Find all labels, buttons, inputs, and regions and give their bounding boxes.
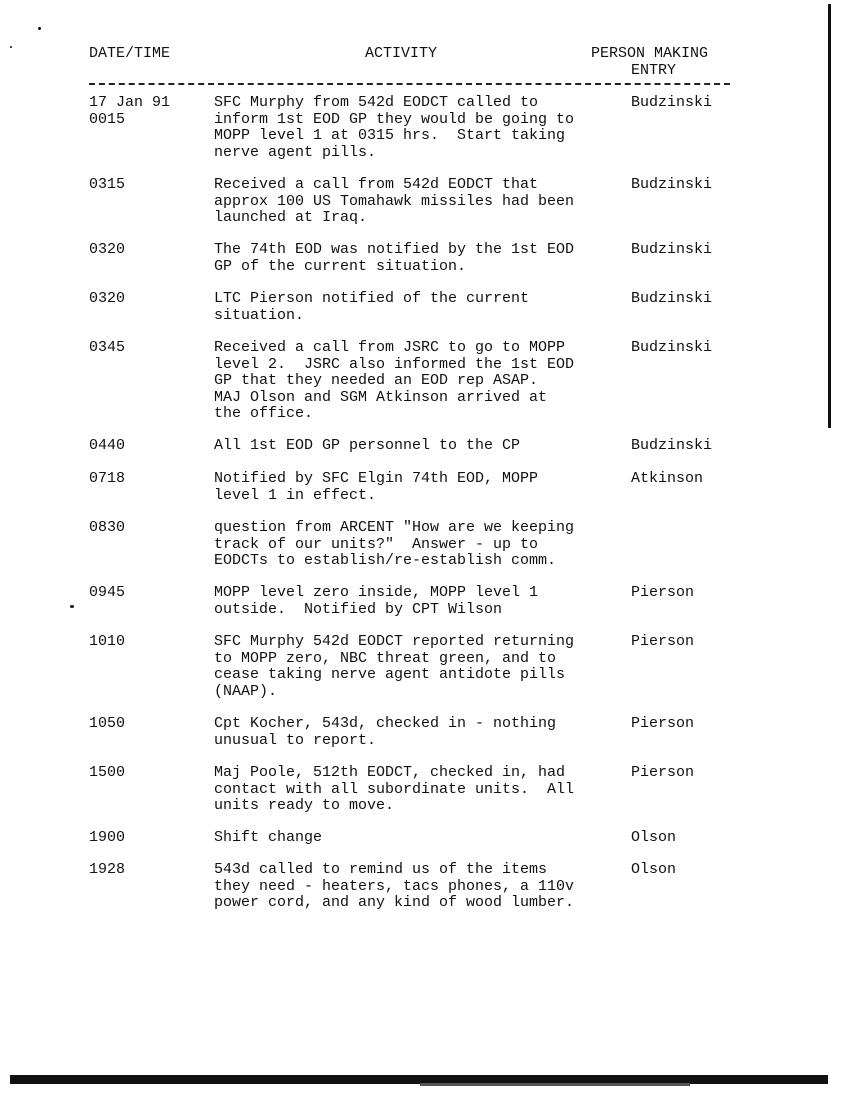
entry-activity: Notified by SFC Elgin 74th EOD, MOPP level 1 in effect. <box>214 470 539 504</box>
entry-activity: The 74th EOD was notified by the 1st EOD GP of the current situation. <box>214 241 575 275</box>
header-activity: ACTIVITY <box>365 45 438 62</box>
entry-person: Olson <box>631 861 677 878</box>
entry-person: Olson <box>631 829 677 846</box>
entry-person: Budzinski <box>631 437 713 454</box>
entry-person: Pierson <box>631 715 695 732</box>
entry-date-time: 0718 <box>89 470 126 487</box>
entry-date-time: 1928 <box>89 861 126 878</box>
entry-activity: question from ARCENT "How are we keeping track of our units?" Answer - up to EODCTs to establish/re-establish comm. <box>214 519 575 570</box>
header-date-time: DATE/TIME <box>89 45 171 62</box>
page-footer-bar-shadow <box>420 1083 690 1086</box>
entry-date-time: 1010 <box>89 633 126 650</box>
entry-person: Atkinson <box>631 470 704 487</box>
entry-date-time: 0945 <box>89 584 126 601</box>
entry-activity: All 1st EOD GP personnel to the CP <box>214 437 521 454</box>
entry-person: Pierson <box>631 633 695 650</box>
entry-activity: Received a call from 542d EODCT that approx 100 US Tomahawk missiles had been launched at Iraq. <box>214 176 575 227</box>
entry-date-time: 0345 <box>89 339 126 356</box>
entry-date-time: 0830 <box>89 519 126 536</box>
page-footer-bar <box>10 1075 828 1084</box>
header-person-line1: PERSON MAKING <box>591 45 709 62</box>
entry-date-time: 1050 <box>89 715 126 732</box>
entry-date-time: 1500 <box>89 764 126 781</box>
entry-activity: Shift change <box>214 829 323 846</box>
entry-date-time: 0320 <box>89 241 126 258</box>
entry-person: Pierson <box>631 764 695 781</box>
entry-date-time: 0315 <box>89 176 126 193</box>
entry-person: Budzinski <box>631 290 713 307</box>
entry-activity: SFC Murphy 542d EODCT reported returning to MOPP zero, NBC threat green, and to cease taking nerve agent antidote pills (NAAP). <box>214 633 575 700</box>
entry-activity: Maj Poole, 512th EODCT, checked in, had contact with all subordinate units. All units ready to move. <box>214 764 575 815</box>
entry-activity: 543d called to remind us of the items they need - heaters, tacs phones, a 110v power cord, and any kind of wood lumber. <box>214 861 575 912</box>
entry-activity: MOPP level zero inside, MOPP level 1 outside. Notified by CPT Wilson <box>214 584 539 618</box>
scan-edge-bar <box>828 4 831 428</box>
entry-person: Pierson <box>631 584 695 601</box>
entry-activity: Received a call from JSRC to go to MOPP level 2. JSRC also informed the 1st EOD GP that they needed an EOD rep ASAP. MAJ Olson and SGM Atkinson arrived at the office. <box>214 339 575 423</box>
entry-activity: LTC Pierson notified of the current situation. <box>214 290 530 324</box>
entry-date-time: 1900 <box>89 829 126 846</box>
header-divider <box>89 83 730 85</box>
scan-speck-1 <box>38 27 41 30</box>
entry-date-time: 0440 <box>89 437 126 454</box>
entry-date-time: 17 Jan 91 0015 <box>89 94 171 128</box>
entry-person: Budzinski <box>631 94 713 111</box>
entry-person: Budzinski <box>631 339 713 356</box>
entry-person: Budzinski <box>631 241 713 258</box>
entry-activity: SFC Murphy from 542d EODCT called to inform 1st EOD GP they would be going to MOPP level 1 at 0315 hrs. Start taking nerve agent pills. <box>214 94 575 161</box>
scan-speck-3 <box>70 605 74 608</box>
scan-speck-2 <box>10 46 12 48</box>
header-person-line2: ENTRY <box>631 62 677 79</box>
entry-activity: Cpt Kocher, 543d, checked in - nothing unusual to report. <box>214 715 557 749</box>
entry-person: Budzinski <box>631 176 713 193</box>
entry-date-time: 0320 <box>89 290 126 307</box>
